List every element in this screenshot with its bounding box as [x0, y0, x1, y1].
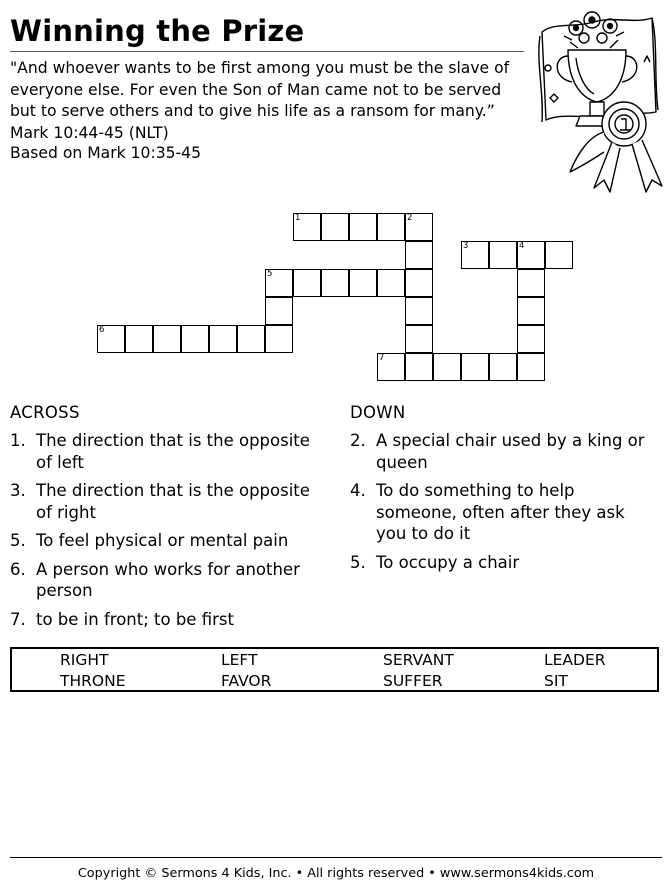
clue-down-4: 4. To do something to help someone, often after they ask you to do it — [350, 481, 625, 543]
word-bank-item: SIT — [544, 672, 568, 690]
grid-clue-number: 5 — [267, 269, 273, 279]
down-clues — [350, 403, 660, 580]
copyright-footer: Copyright © Sermons 4 Kids, Inc. • All rights reserved • www.sermons4kids.com — [77, 866, 595, 881]
grid-cell[interactable] — [405, 241, 433, 269]
grid-cell[interactable] — [349, 269, 377, 297]
grid-clue-number: 6 — [99, 325, 105, 335]
clue-across-6: 6. A person who works for another person — [10, 559, 300, 600]
clue-across-5: 5. To feel physical or mental pain — [10, 531, 289, 550]
crossword-grid — [0, 0, 672, 400]
grid-cell[interactable] — [321, 213, 349, 241]
scripture-quote: "And whoever wants to be first among you must be the slave of everyone else. For even the Son of Man came not to be served but to serve others and to give his life as a ransom for many.” Mark 10:44-45 (NLT) — [10, 59, 510, 142]
grid-cell[interactable] — [377, 213, 405, 241]
down-heading: DOWN — [350, 403, 406, 422]
grid-clue-number: 7 — [379, 353, 385, 363]
grid-cell[interactable] — [265, 269, 293, 297]
grid-cell[interactable] — [489, 241, 517, 269]
based-on-reference: Based on Mark 10:35-45 — [10, 144, 202, 162]
clue-down-2: 2. A special chair used by a king or queen — [350, 431, 645, 472]
grid-cell[interactable] — [517, 325, 545, 353]
grid-cell[interactable] — [405, 297, 433, 325]
word-bank-item: SERVANT — [383, 651, 454, 669]
clue-across-7: 7. to be in front; to be first — [10, 609, 234, 629]
grid-cell[interactable] — [181, 325, 209, 353]
grid-clue-number: 2 — [407, 213, 413, 223]
word-bank-item: LEFT — [221, 651, 258, 669]
grid-cell[interactable] — [153, 325, 181, 353]
grid-cell[interactable] — [461, 241, 489, 269]
clue-across-3: 3. The direction that is the opposite of right — [10, 481, 310, 522]
grid-cell[interactable] — [433, 353, 461, 381]
grid-cell[interactable] — [97, 325, 125, 353]
across-heading: ACROSS — [10, 403, 80, 422]
word-bank-item: FAVOR — [221, 672, 272, 690]
word-bank-item: LEADER — [544, 651, 606, 669]
grid-cell[interactable] — [405, 269, 433, 297]
word-bank — [10, 647, 659, 692]
grid-cell[interactable] — [405, 213, 433, 241]
grid-cell[interactable] — [237, 325, 265, 353]
clue-down-5: 5. To occupy a chair — [350, 552, 520, 572]
grid-cell[interactable] — [461, 353, 489, 381]
grid-cell[interactable] — [209, 325, 237, 353]
word-bank-item: THRONE — [60, 672, 126, 690]
grid-cell[interactable] — [405, 353, 433, 381]
grid-cell[interactable] — [377, 269, 405, 297]
grid-cell[interactable] — [489, 353, 517, 381]
grid-clue-number: 3 — [463, 241, 469, 251]
grid-clue-number: 1 — [295, 213, 301, 223]
page-title: Winning the Prize — [10, 14, 305, 48]
grid-cell[interactable] — [349, 213, 377, 241]
grid-cell[interactable] — [293, 269, 321, 297]
grid-cell[interactable] — [517, 269, 545, 297]
clue-across-1: 1. The direction that is the opposite of left — [10, 431, 310, 472]
footer-divider — [10, 857, 662, 858]
word-bank-item: SUFFER — [383, 672, 443, 690]
grid-cell[interactable] — [265, 325, 293, 353]
word-bank-item: RIGHT — [60, 651, 109, 669]
grid-cell[interactable] — [545, 241, 573, 269]
grid-cell[interactable] — [517, 241, 545, 269]
grid-cell[interactable] — [125, 325, 153, 353]
grid-cell[interactable] — [377, 353, 405, 381]
grid-cell[interactable] — [293, 213, 321, 241]
grid-cell[interactable] — [517, 353, 545, 381]
across-clues — [10, 403, 330, 637]
grid-cell[interactable] — [265, 297, 293, 325]
grid-clue-number: 4 — [519, 241, 525, 251]
grid-cell[interactable] — [517, 297, 545, 325]
grid-cell[interactable] — [405, 325, 433, 353]
grid-cell[interactable] — [321, 269, 349, 297]
